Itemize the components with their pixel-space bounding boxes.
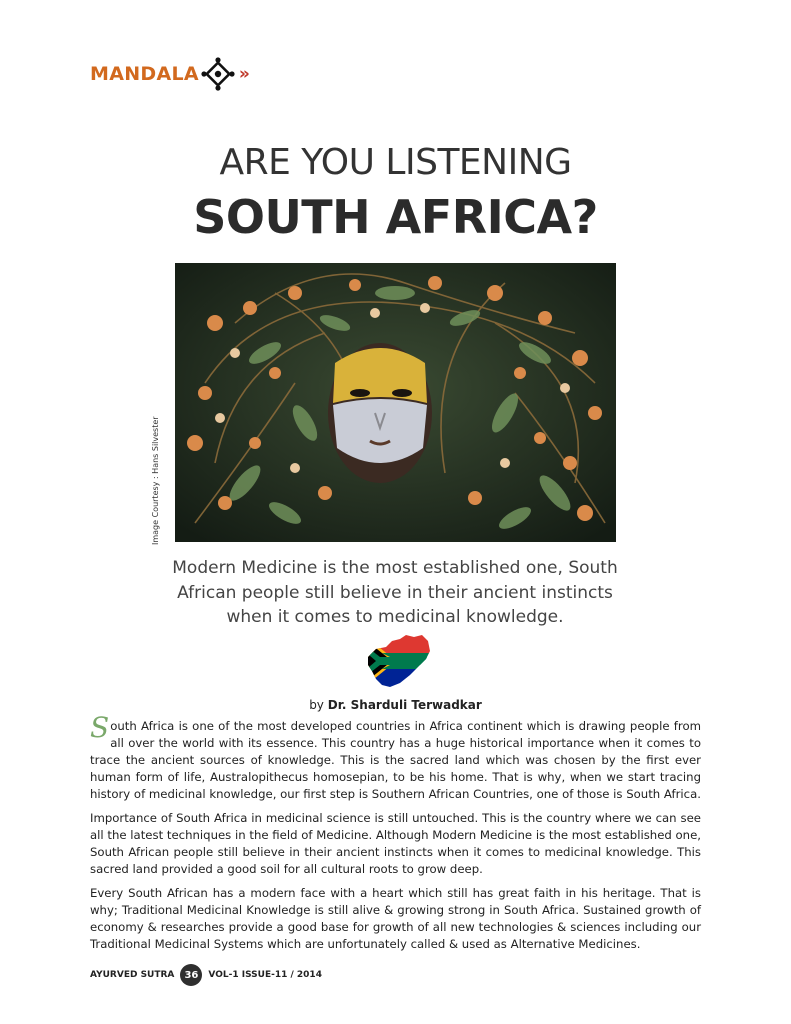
- section-header: [90, 58, 247, 90]
- paragraph-1: [90, 711, 701, 803]
- headline-line-1: ARE YOU LISTENING: [219, 142, 572, 183]
- page-footer: [90, 963, 322, 987]
- byline-author: Dr. Sharduli Terwadkar: [327, 698, 482, 712]
- image-credit: Image Courtesy : Hans Silvester: [151, 416, 160, 545]
- mandala-icon: [201, 57, 235, 91]
- paragraph-3: Every South African has a modern face with a heart which still has great faith in his heritage. That is why; Traditional Medicinal Knowledge is still alive & growing strong in South Africa. Sustained growth of economy & researches provide a good base for growth of all new technologies & sciences including our Traditional Medicinal Systems which are unfortunately called & used as Alternative Medicines.: [90, 886, 701, 951]
- byline-prefix: by: [309, 698, 324, 712]
- chevrons-icon: »: [238, 64, 247, 84]
- section-label: MANDALA: [90, 63, 199, 85]
- headline-line-2: SOUTH AFRICA?: [193, 190, 598, 244]
- pull-quote: Modern Medicine is the most established one, South African people still believe in their ancient instincts when it comes to medicinal knowledge.: [172, 558, 618, 627]
- drop-cap: S: [90, 711, 110, 744]
- byline: [0, 698, 791, 712]
- south-africa-flag-map: [362, 633, 432, 689]
- page-number: 36: [180, 964, 202, 986]
- hero-photo: [175, 263, 616, 542]
- paragraph-2: Importance of South Africa in medicinal science is still untouched. This is the country where we can see all the latest techniques in the field of Medicine. Although Modern Medicine is the most established one, South African people still believe in their ancient instincts when it comes to medicinal knowledge. This sacred land provided a good soil for all cultural roots to grow deep.: [90, 811, 701, 876]
- issue-info: VOL-1 ISSUE-11 / 2014: [208, 970, 322, 980]
- paragraph-1-text: outh Africa is one of the most developed countries in Africa continent which is drawing people from all over the world with its essence. This country has a huge historical importance when it comes to trace the ancient sources of knowledge. This is the sacred land which was chosen by the first ever human form of life, Australopithecus homosepian, to be his home. That is why, when we start tracing history of medicinal knowledge, our first step is Southern African Countries, one of those is South Africa.: [90, 719, 701, 801]
- publication-name: AYURVED SUTRA: [90, 970, 175, 980]
- article-body: [90, 711, 701, 960]
